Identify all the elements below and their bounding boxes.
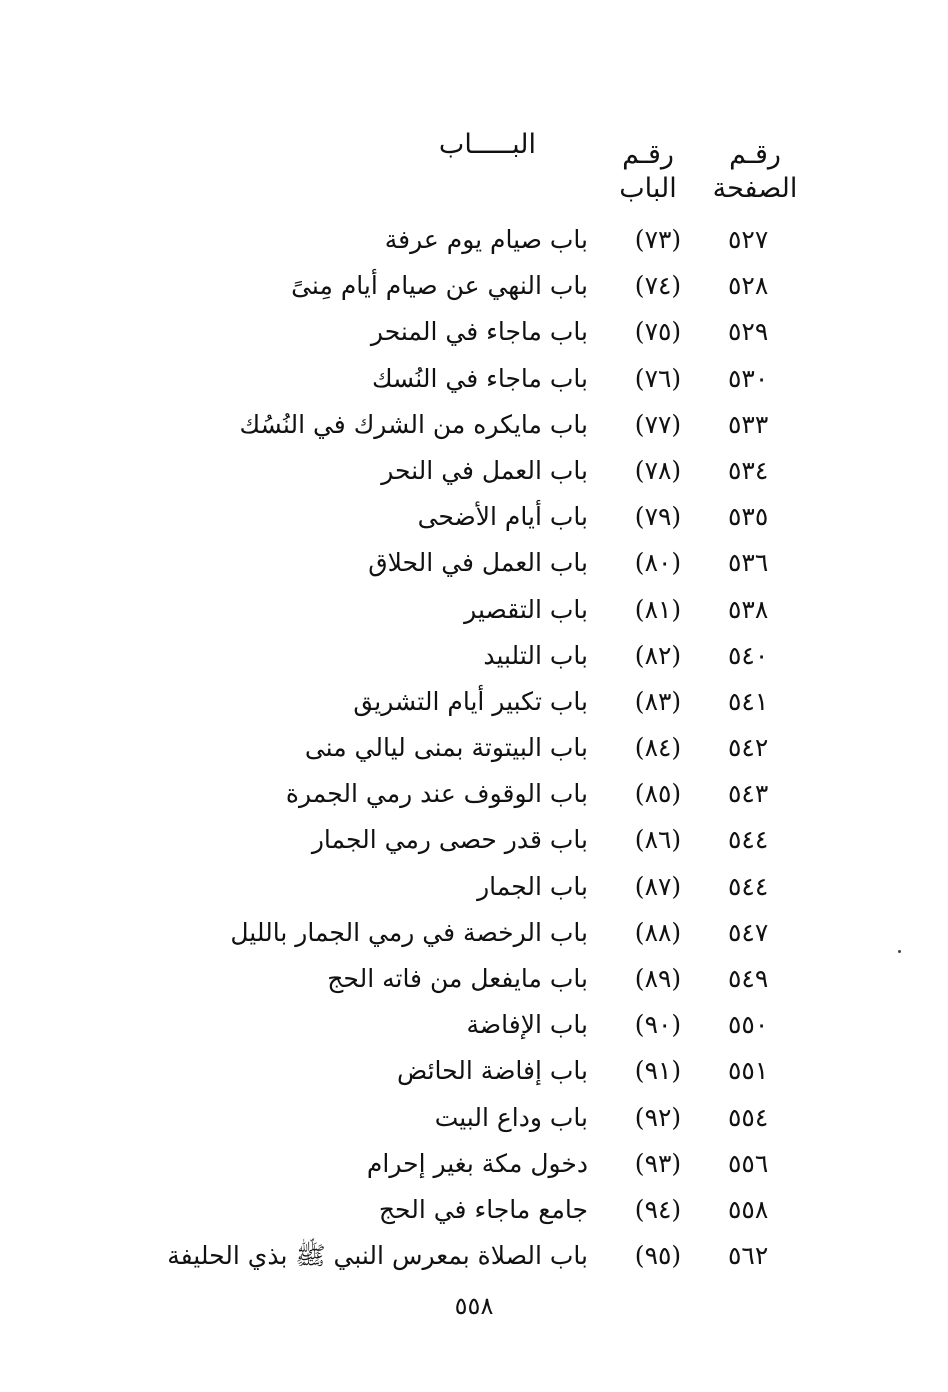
table-row [0,312,948,358]
table-row [0,913,948,959]
table-row [0,820,948,866]
page-number-cell: ٥٥١ [728,1056,769,1086]
chapter-title-cell: باب ماجاء في النُسك [371,363,588,393]
table-row [0,959,948,1005]
table-row [0,266,948,312]
chapter-number-cell: (٧٨) [634,455,682,485]
table-row [0,590,948,636]
chapter-column-header: البـــــاب [438,129,536,160]
chapter-title-cell: باب وداع البيت [434,1102,588,1132]
chapter-number-cell: (٨٣) [634,686,682,716]
table-row [0,867,948,913]
chapter-title-cell: باب صيام يوم عرفة [384,225,588,254]
chapter-number-header-line-1: رقـم [622,139,674,170]
chapter-number-cell: (٨٢) [634,640,682,670]
page-number-column-header [710,138,800,206]
page-number-cell: ٥٣٥ [728,502,769,532]
page-number-cell: ٥٤٧ [728,917,769,947]
chapter-number-cell: (٩٠) [634,1010,682,1040]
chapter-number-cell: (٧٦) [634,363,682,393]
chapter-title-cell: باب الإفاضة [466,1010,588,1040]
page-number-cell: ٥٣٦ [728,548,769,578]
table-row [0,1098,948,1144]
page-number-cell: ٥٥٤ [728,1102,769,1132]
chapter-number-cell: (٧٩) [634,502,682,532]
page-number-cell: ٥٤٠ [728,640,769,670]
chapter-title-cell: باب العمل في الحلاق [368,548,588,578]
chapter-title-cell: دخول مكة بغير إحرام [366,1148,588,1178]
chapter-number-cell: (٧٣) [634,225,682,254]
chapter-title-cell: باب العمل في النحر [381,455,588,485]
table-row [0,220,948,266]
scan-speck [898,950,901,953]
chapter-number-cell: (٨٠) [634,548,682,578]
chapter-title-cell: باب مايكره من الشرك في النُسُك [239,409,588,439]
chapter-number-cell: (٧٤) [634,271,682,301]
page-number-cell: ٥٤٤ [728,825,769,855]
chapter-number-column-header [608,138,688,206]
chapter-title-cell: باب إفاضة الحائض [396,1056,588,1086]
table-row [0,682,948,728]
chapter-number-cell: (٨٧) [634,871,682,901]
table-row [0,774,948,820]
page-number-cell: ٥٤١ [728,686,769,716]
chapter-number-cell: (٩٢) [634,1102,682,1132]
table-row [0,1236,948,1282]
page-number-cell: ٥٣٨ [728,594,769,624]
page-number-cell: ٥٤٢ [728,733,769,763]
page-number-cell: ٥٢٩ [728,317,769,347]
chapter-title-cell: باب التقصير [464,594,588,624]
chapter-number-cell: (٨٥) [634,779,682,809]
chapter-title-cell: باب الوقوف عند رمي الجمرة [285,779,588,809]
chapter-number-header-line-2: الباب [619,173,677,204]
page-number-cell: ٥٦٢ [728,1241,769,1271]
chapter-number-cell: (٨٩) [634,964,682,993]
chapter-title-cell: باب ماجاء في المنحر [370,317,588,347]
chapter-number-cell: (٨٤) [634,733,682,763]
chapter-title-cell: باب تكبير أيام التشريق [353,686,588,716]
page-number-cell: ٥٤٩ [728,964,769,993]
table-row [0,728,948,774]
chapter-number-cell: (٧٥) [634,317,682,347]
chapter-number-cell: (٩٣) [634,1148,682,1178]
chapter-title-cell: باب البيتوتة بمنى ليالي منى [304,733,588,763]
page-number-cell: ٥٥٠ [728,1010,769,1040]
chapter-title-cell: باب الرخصة في رمي الجمار بالليل [230,917,588,947]
page-number-cell: ٥٣٣ [728,409,769,439]
table-row [0,405,948,451]
chapter-number-cell: (٧٧) [634,409,682,439]
chapter-title-cell: جامع ماجاء في الحج [378,1194,588,1224]
chapter-title-cell: باب الجمار [477,871,588,901]
chapter-number-cell: (٩٥) [634,1241,682,1271]
page-number-cell: ٥٣٤ [728,455,769,485]
table-row [0,1005,948,1051]
page-number-cell: ٥٥٨ [728,1194,769,1224]
chapter-number-cell: (٨٦) [634,825,682,855]
chapter-title-cell: باب الصلاة بمعرس النبي ﷺ بذي الحليفة [167,1241,588,1271]
chapter-number-cell: (٨٨) [634,917,682,947]
page-number-header-line-1: رقـم [729,139,781,170]
page-number: ٥٥٨ [454,1292,494,1320]
page-number-cell: ٥٢٧ [728,225,769,254]
table-row [0,543,948,589]
page-number-cell: ٥٤٣ [728,779,769,809]
chapter-title-cell: باب النهي عن صيام أيام مِنىً [291,271,588,301]
table-row [0,497,948,543]
chapter-title-cell: باب التلبيد [483,640,588,670]
chapter-number-cell: (٩١) [634,1056,682,1086]
chapter-number-cell: (٩٤) [634,1194,682,1224]
index-table [0,220,948,1282]
table-row [0,636,948,682]
chapter-title-cell: باب قدر حصى رمي الجمار [311,825,588,855]
page-number-header-line-2: الصفحة [712,173,798,204]
table-row [0,359,948,405]
chapter-title-cell: باب مايفعل من فاته الحج [327,964,588,993]
chapter-number-cell: (٨١) [634,594,682,624]
table-row [0,1051,948,1097]
page-number-cell: ٥٣٠ [728,363,769,393]
chapter-title-cell: باب أيام الأضحى [417,502,588,532]
page-number-cell: ٥٢٨ [728,271,769,301]
table-row [0,1190,948,1236]
table-row [0,451,948,497]
page-number-cell: ٥٥٦ [728,1148,769,1178]
page-number-cell: ٥٤٤ [728,871,769,901]
table-row [0,1144,948,1190]
